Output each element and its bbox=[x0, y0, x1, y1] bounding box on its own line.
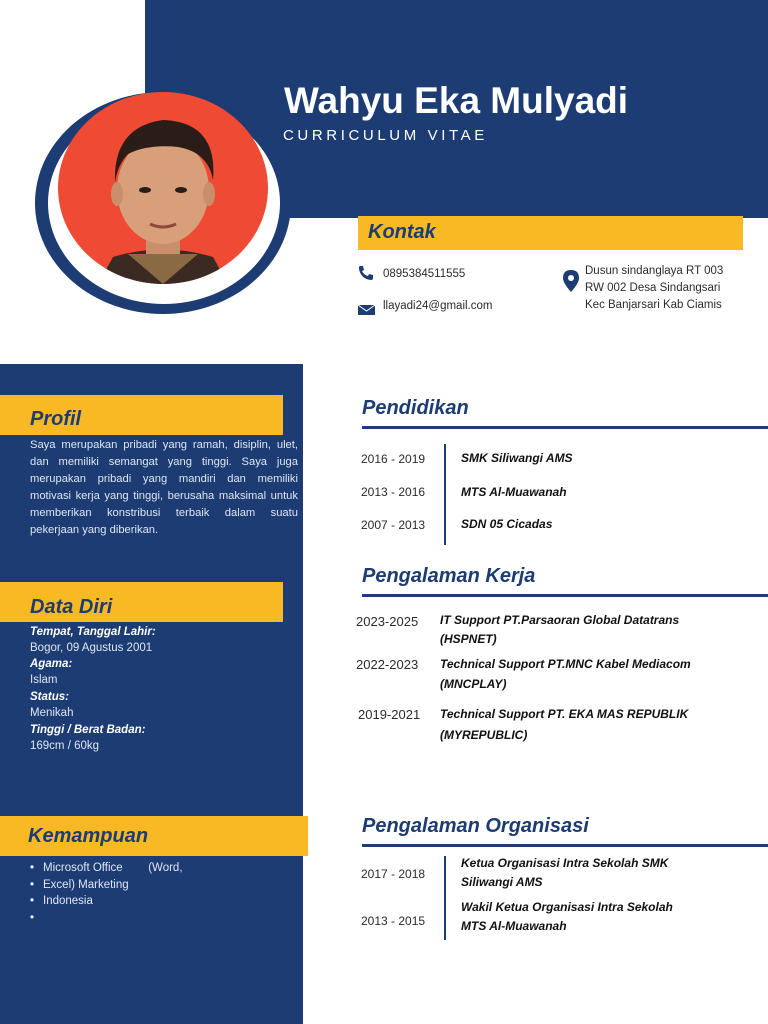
kerja-rule bbox=[362, 594, 768, 597]
mail-icon bbox=[358, 305, 375, 315]
work-company: (MNCPLAY) bbox=[440, 677, 507, 691]
dd-value-height-weight: 169cm / 60kg bbox=[30, 740, 100, 752]
address-line-2: RW 002 Desa Sindangsari bbox=[585, 282, 721, 294]
profil-text: Saya merupakan pribadi yang ramah, disiplin, ulet, dan memiliki semangat yang tinggi. Saya juga merupakan pribadi yang mandiri dan memiliki motivasi kerja yang tinggi, berusaha maksimal untuk memberikan konstribusi terbaik dalam suatu pekerjaan yang diberikan. bbox=[30, 439, 298, 536]
org-years: 2013 - 2015 bbox=[361, 914, 426, 928]
dd-label-height-weight: Tinggi / Berat Badan: bbox=[30, 724, 146, 736]
org-role: Ketua Organisasi Intra Sekolah SMK bbox=[461, 856, 669, 870]
work-position: IT Support PT.Parsaoran Global Datatrans bbox=[440, 613, 680, 627]
work-years: 2023-2025 bbox=[356, 614, 419, 629]
org-name: MTS Al-Muawanah bbox=[461, 919, 567, 933]
profile-photo bbox=[58, 92, 268, 284]
dd-label-status: Status: bbox=[30, 691, 69, 703]
address-line-1: Dusun sindanglaya RT 003 bbox=[585, 265, 724, 277]
org-years: 2017 - 2018 bbox=[361, 867, 426, 881]
phone-icon bbox=[358, 266, 374, 280]
dd-label-religion: Agama: bbox=[30, 658, 73, 670]
kontak-title: Kontak bbox=[368, 221, 436, 243]
data-diri-title: Data Diri bbox=[30, 596, 113, 618]
edu-years: 2007 - 2013 bbox=[361, 518, 426, 532]
kerja-title: Pengalaman Kerja bbox=[362, 565, 536, 587]
person-portrait-icon bbox=[58, 92, 268, 284]
edu-school: MTS Al-Muawanah bbox=[461, 485, 567, 499]
skill-item: • Microsoft Office (Word, bbox=[43, 860, 303, 877]
pendidikan-rule bbox=[362, 426, 768, 429]
org-name: Siliwangi AMS bbox=[461, 875, 543, 889]
edu-school: SMK Siliwangi AMS bbox=[461, 451, 573, 465]
work-years: 2022-2023 bbox=[356, 657, 419, 672]
candidate-name: Wahyu Eka Mulyadi bbox=[284, 80, 629, 121]
pendidikan-title: Pendidikan bbox=[362, 397, 469, 419]
pendidikan-timeline bbox=[444, 444, 446, 545]
email-address: llayadi24@gmail.com bbox=[383, 300, 493, 312]
org-role: Wakil Ketua Organisasi Intra Sekolah bbox=[461, 900, 673, 914]
work-position: Technical Support PT. EKA MAS REPUBLIK bbox=[440, 707, 689, 721]
dd-value-religion: Islam bbox=[30, 674, 58, 686]
dd-value-birth: Bogor, 09 Agustus 2001 bbox=[30, 642, 153, 654]
organisasi-timeline bbox=[444, 856, 446, 940]
work-company: (MYREPUBLIC) bbox=[440, 728, 528, 742]
profil-title: Profil bbox=[30, 408, 82, 430]
location-pin-icon bbox=[563, 270, 579, 292]
dd-label-birth: Tempat, Tanggal Lahir: bbox=[30, 626, 156, 638]
work-position: Technical Support PT.MNC Kabel Mediacom bbox=[440, 657, 691, 671]
edu-school: SDN 05 Cicadas bbox=[461, 517, 553, 531]
skill-item: • Indonesia bbox=[43, 893, 303, 910]
work-years: 2019-2021 bbox=[358, 707, 421, 722]
skill-item bbox=[43, 910, 303, 927]
skill-item: • Excel) Marketing bbox=[43, 877, 303, 894]
organisasi-title: Pengalaman Organisasi bbox=[362, 815, 589, 837]
dd-value-status: Menikah bbox=[30, 707, 74, 719]
edu-years: 2016 - 2019 bbox=[361, 452, 426, 466]
document-subtitle: CURRICULUM VITAE bbox=[283, 127, 488, 144]
edu-years: 2013 - 2016 bbox=[361, 485, 426, 499]
kemampuan-title: Kemampuan bbox=[28, 825, 149, 847]
address-line-3: Kec Banjarsari Kab Ciamis bbox=[585, 299, 722, 311]
phone-number: 0895384511555 bbox=[383, 268, 466, 280]
organisasi-rule bbox=[362, 844, 768, 847]
work-company: (HSPNET) bbox=[440, 632, 497, 646]
skills-list bbox=[30, 860, 303, 927]
